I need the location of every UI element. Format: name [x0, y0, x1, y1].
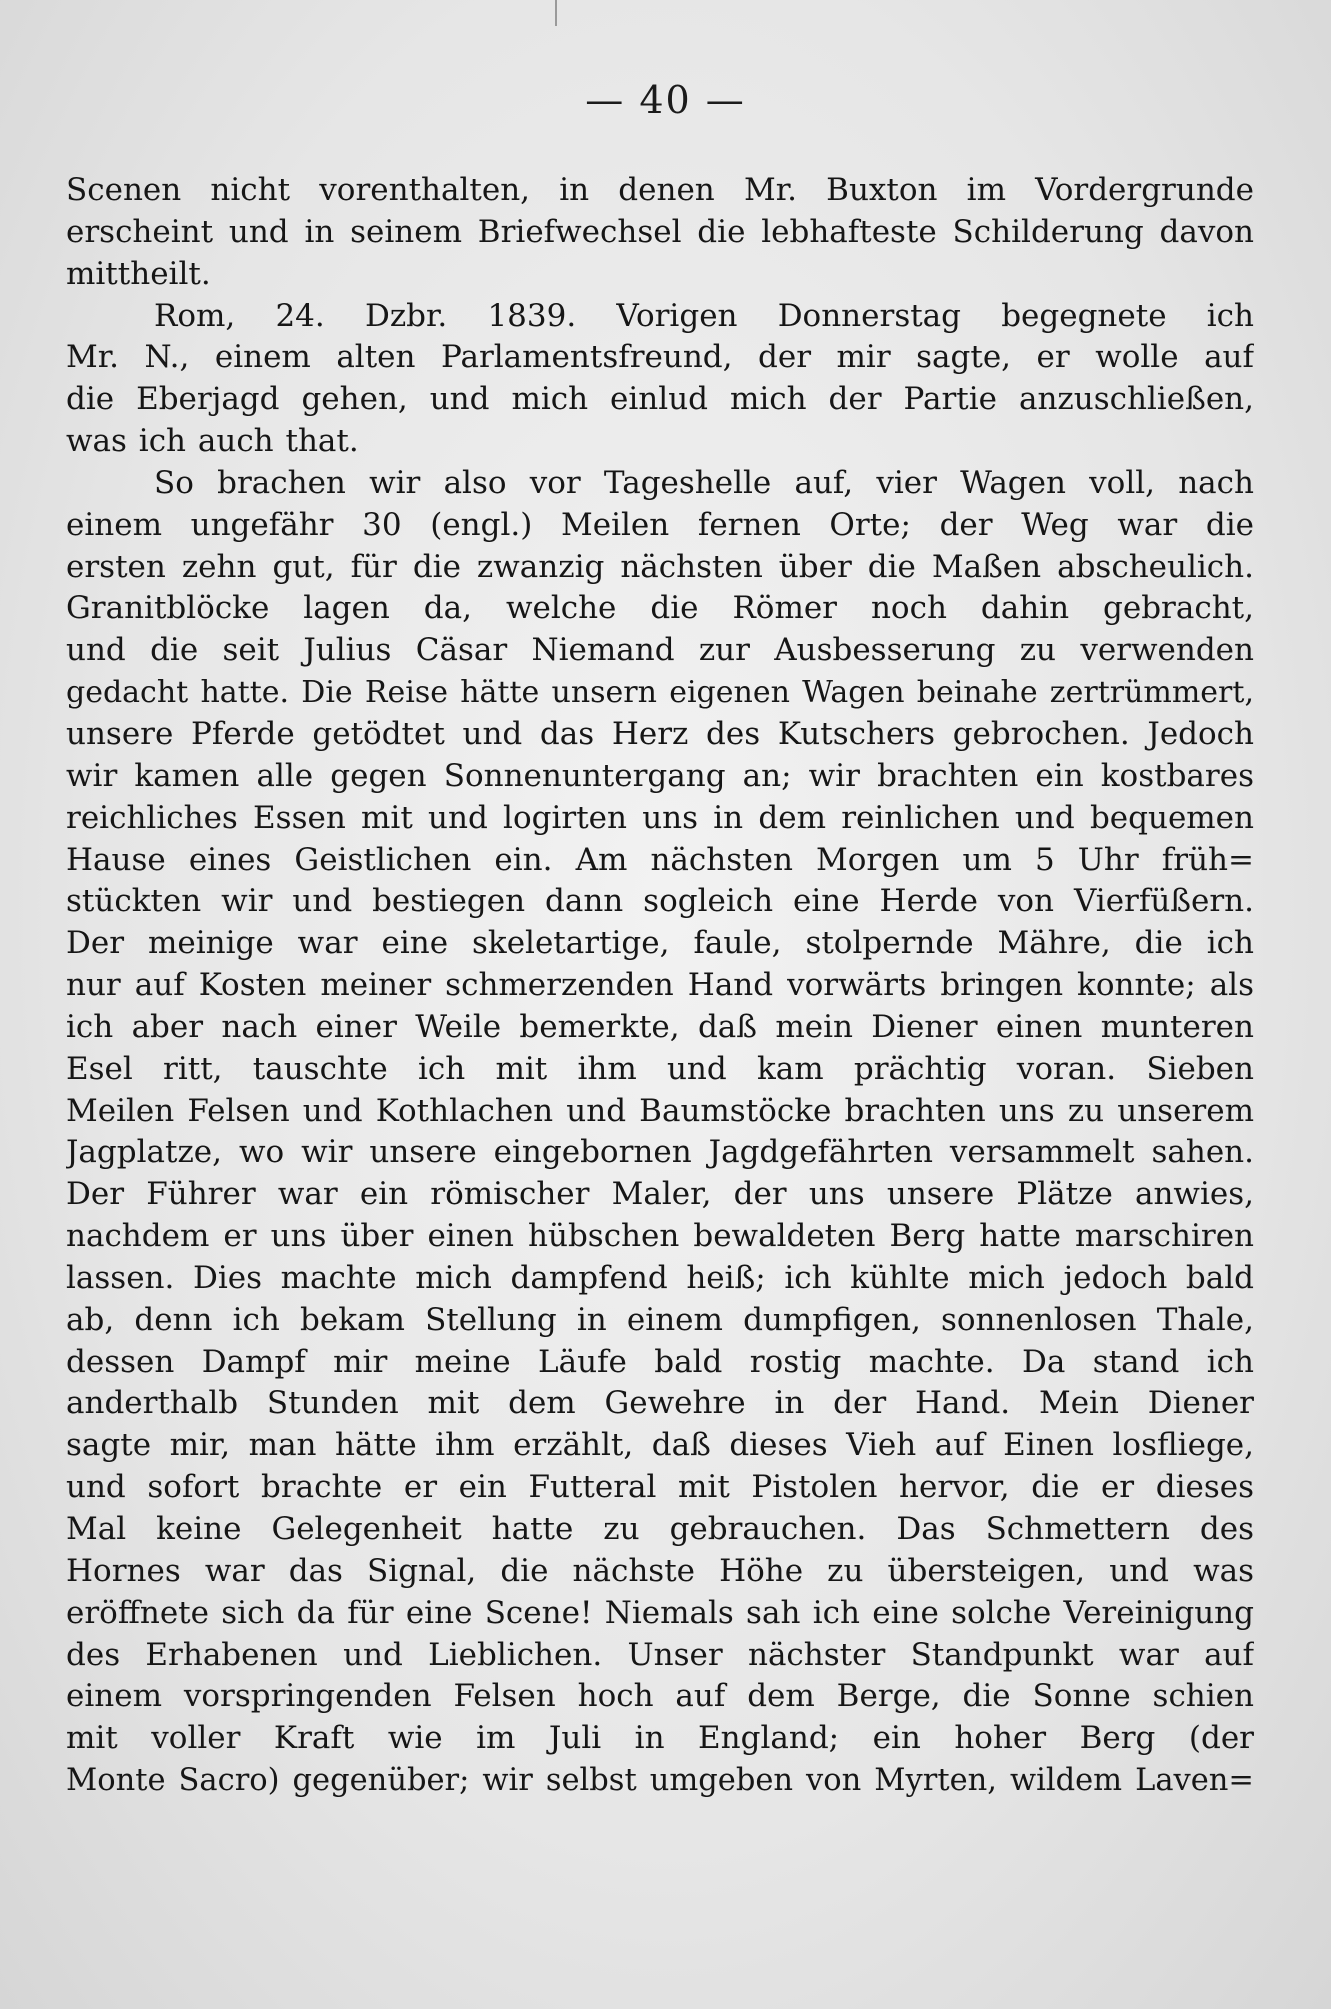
- text-line: Esel ritt, tauschte ich mit ihm und kam prächtig voran. Sieben: [66, 1050, 1254, 1087]
- text-line: gedacht hatte. Die Reise hätte unsern eigenen Wagen beinahe zertrümmert,: [66, 675, 1254, 711]
- text-line: stückten wir und bestiegen dann sogleich eine Herde von Vierfüßern.: [66, 883, 1254, 920]
- text-line: Hause eines Geistlichen ein. Am nächsten Morgen um 5 Uhr früh=: [66, 841, 1254, 878]
- text-line: erscheint und in seinem Briefwechsel die lebhafteste Schilderung davon: [66, 213, 1254, 250]
- text-line: ich aber nach einer Weile bemerkte, daß mein Diener einen munteren: [66, 1008, 1254, 1045]
- text-line: eröffnete sich da für eine Scene! Niemals sah ich eine solche Vereinigung: [66, 1594, 1254, 1631]
- text-line: wir kamen alle gegen Sonnenuntergang an; wir brachten ein kostbares: [66, 757, 1254, 794]
- page-number: — 40 —: [585, 78, 746, 122]
- text-line: unsere Pferde getödtet und das Herz des Kutschers gebrochen. Jedoch: [66, 715, 1254, 752]
- text-line: Rom, 24. Dzbr. 1839. Vorigen Donnerstag begegnete ich: [154, 297, 1254, 334]
- text-line: Monte Sacro) gegenüber; wir selbst umgeben von Myrten, wildem Laven=: [66, 1763, 1254, 1799]
- text-line: ab, denn ich bekam Stellung in einem dumpfigen, sonnenlosen Thale,: [66, 1301, 1254, 1338]
- text-line: So brachen wir also vor Tageshelle auf, vier Wagen voll, nach: [154, 464, 1254, 501]
- text-line: einem vorspringenden Felsen hoch auf dem Berge, die Sonne schien: [66, 1678, 1254, 1715]
- text-line: Scenen nicht vorenthalten, in denen Mr. Buxton im Vordergrunde: [66, 172, 1254, 208]
- text-line: sagte mir, man hätte ihm erzählt, daß dieses Vieh auf Einen losfliege,: [66, 1427, 1254, 1464]
- text-line: Granitblöcke lagen da, welche die Römer noch dahin gebracht,: [66, 590, 1254, 627]
- text-line: anderthalb Stunden mit dem Gewehre in der Hand. Mein Diener: [66, 1385, 1254, 1422]
- text-line: die Eberjagd gehen, und mich einlud mich der Partie anzuschließen,: [66, 381, 1254, 418]
- text-line: ersten zehn gut, für die zwanzig nächsten über die Maßen abscheulich.: [66, 548, 1254, 585]
- text-line: einem ungefähr 30 (engl.) Meilen fernen Orte; der Weg war die: [66, 506, 1254, 543]
- text-line: Mr. N., einem alten Parlamentsfreund, der mir sagte, er wolle auf: [66, 339, 1254, 376]
- text-line: Der meinige war eine skeletartige, faule, stolpernde Mähre, die ich: [66, 925, 1254, 962]
- text-line: Mal keine Gelegenheit hatte zu gebrauchen. Das Schmettern des: [66, 1511, 1254, 1547]
- text-line: Meilen Felsen und Kothlachen und Baumstöcke brachten uns zu unserem: [66, 1092, 1254, 1129]
- text-line: mittheilt.: [66, 255, 211, 292]
- text-line: nachdem er uns über einen hübschen bewaldeten Berg hatte marschiren: [66, 1218, 1254, 1255]
- body-text: [66, 170, 1254, 1802]
- text-line: lassen. Dies machte mich dampfend heiß; ich kühlte mich jedoch bald: [66, 1259, 1254, 1296]
- text-line: Der Führer war ein römischer Maler, der uns unsere Plätze anwies,: [66, 1176, 1254, 1213]
- text-line: dessen Dampf mir meine Läufe bald rostig machte. Da stand ich: [66, 1343, 1254, 1380]
- text-line: Hornes war das Signal, die nächste Höhe zu übersteigen, und was: [66, 1552, 1254, 1589]
- text-line: und sofort brachte er ein Futteral mit Pistolen hervor, die er dieses: [66, 1469, 1254, 1506]
- text-line: was ich auch that.: [66, 423, 359, 460]
- text-line: des Erhabenen und Lieblichen. Unser nächster Standpunkt war auf: [66, 1636, 1254, 1673]
- text-line: Jagplatze, wo wir unsere eingebornen Jagdgefährten versammelt sahen.: [66, 1134, 1254, 1171]
- page-crease-mark: [555, 0, 557, 26]
- text-line: nur auf Kosten meiner schmerzenden Hand vorwärts bringen konnte; als: [66, 967, 1254, 1004]
- text-line: reichliches Essen mit und logirten uns in dem reinlichen und bequemen: [66, 799, 1254, 836]
- text-line: mit voller Kraft wie im Juli in England; ein hoher Berg (der: [66, 1720, 1254, 1757]
- text-line: und die seit Julius Cäsar Niemand zur Ausbesserung zu verwenden: [66, 632, 1254, 669]
